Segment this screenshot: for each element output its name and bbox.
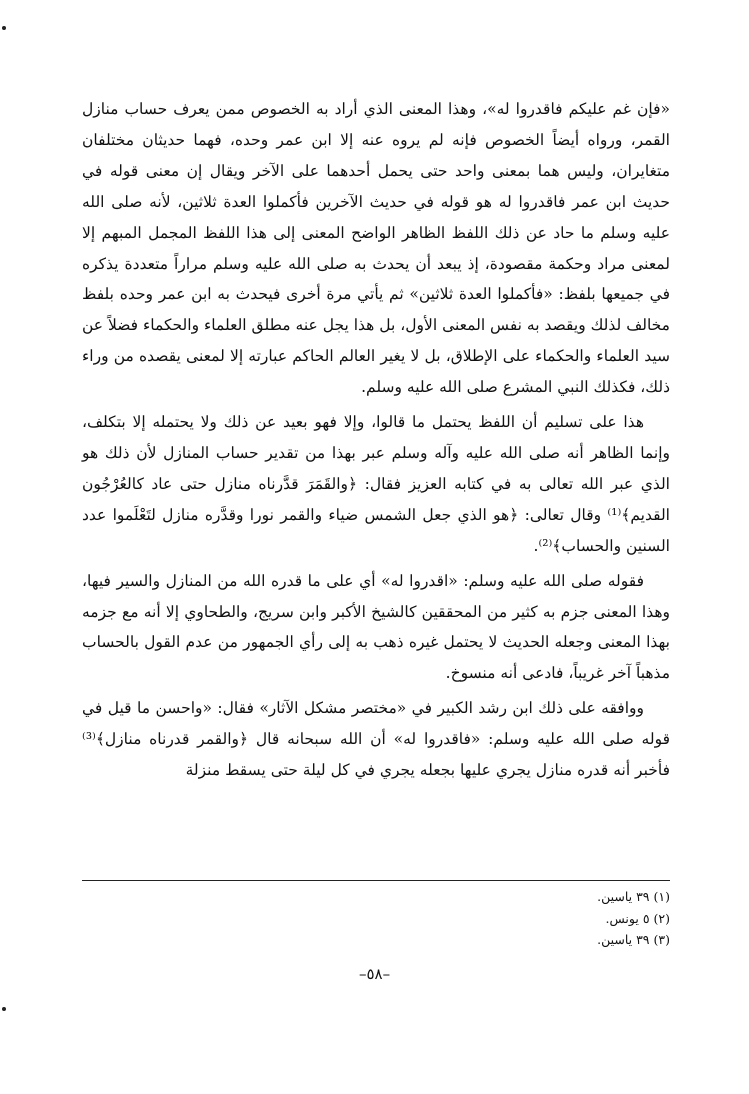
footnote-2: (٢) ٥ يونس.	[605, 910, 670, 926]
scan-speck	[2, 26, 6, 30]
footnote-divider	[82, 880, 670, 881]
body-text	[82, 94, 670, 786]
paragraph-3: فقوله صلى الله عليه وسلم: «اقدروا له» أي على ما قدره الله من المنازل والسير فيها، وهذا المعنى جزم به كثير من المحققين كالشيخ الأكبر وابن سريج، والطحاوي إلا أنه مع جزمه بهذا المعنى وجعله الحديث لا يحتمل غيره ذهب به إلى رأي الجمهور من عدم القول بالحساب مذهباً آخر غريباً، فادعى أنه منسوخ.	[82, 571, 670, 683]
footnote-3: (٣) ٣٩ ياسين.	[597, 932, 670, 947]
paragraph-4: ووافقه على ذلك ابن رشد الكبير في «مختصر مشكل الآثار» فقال: «واحسن ما قيل في قوله صلى الله عليه وسلم: «فاقدروا له» أن الله سبحانه قال ﴿والقمر قدرناه منازل﴾⁽³⁾ فأخبر أنه قدره منازل يجري عليها بجعله يجري في كل ليلة حتى يسقط منزلة	[82, 699, 670, 780]
paragraph-1: «فإن غم عليكم فاقدروا له»، وهذا المعنى الذي أراد به الخصوص ممن يعرف حساب منازل القمر، ورواه أيضاً الخصوص فإنه لم يروه عنه إلا ابن عمر وحده، فهما حديثان مختلفان متغايران، وليس هما بمعنى واحد حتى يحمل أحدهما على الآخر ويقال إن معنى قوله في حديث ابن عمر فاقدروا له هو قوله في حديث الآخرين فأكملوا العدة ثلاثين، لأنه صلى الله عليه وسلم ما حاد عن ذلك اللفظ الظاهر الواضح المعنى إلى هذا اللفظ المجمل المبهم إلا لمعنى مراد وحكمة مقصودة، إذ يبعد أن يحدث به صلى الله عليه وسلم مراراً متعددة يذكره في جميعها بلفظ: «فأكملوا العدة ثلاثين» ثم يأتي مرة أخرى فيحدث به ابن عمر وحده بلفظ مخالف لذلك ويقصد به نفس المعنى الأول، بل هذا يجل عنه مطلق العلماء والحكماء فضلاً عن سيد العلماء والحكماء على الإطلاق، بل لا يغير العالم الحاكم عبارته إلا لمعنى يقصده من وراء ذلك، فكذلك النبي المشرع صلى الله عليه وسلم.	[82, 100, 670, 397]
page-number: –٥٨–	[358, 965, 391, 983]
paragraph-2: هذا على تسليم أن اللفظ يحتمل ما قالوا، وإلا فهو بعيد عن ذلك ولا يحتمله إلا بتكلف، وإنما الظاهر أنه صلى الله عليه وآله وسلم عبر بهذا من تقدير حساب المنازل لأن ذلك هو الذي عبر الله تعالى به في كتابه العزيز فقال: ﴿والقَمَرَ قدَّرناه منازل حتى عاد كالعُرْجُون القديم﴾⁽¹⁾ وقال تعالى: ﴿هو الذي جعل الشمس ضياء والقمر نورا وقدَّره منازل لتَعْلَموا عدد السنين والحساب﴾⁽²⁾.	[82, 413, 670, 555]
scan-speck	[2, 1007, 6, 1011]
footnote-1: (١) ٣٩ ياسين.	[597, 889, 670, 904]
footnotes	[82, 886, 670, 951]
